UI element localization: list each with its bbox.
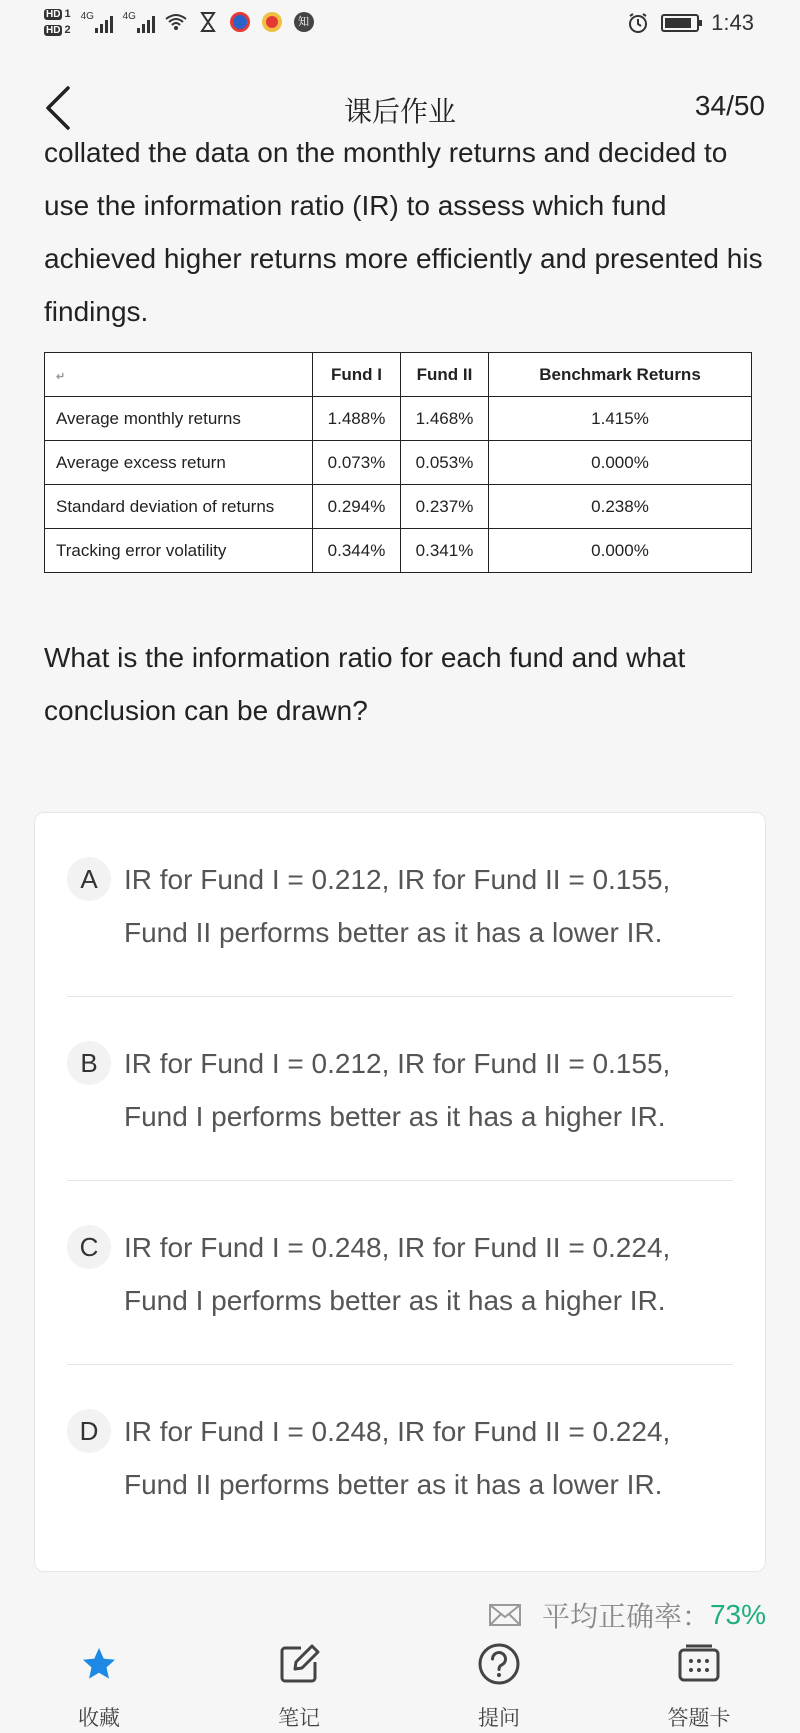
option-a[interactable] bbox=[67, 813, 733, 997]
table-cell: 0.237% bbox=[401, 485, 489, 529]
table-row bbox=[45, 397, 752, 441]
zhihu-icon: 知 bbox=[293, 11, 315, 33]
answer-card-button[interactable] bbox=[639, 1640, 759, 1732]
option-letter: B bbox=[67, 1041, 111, 1085]
notes-button[interactable] bbox=[239, 1640, 359, 1732]
accuracy-value: 73% bbox=[709, 1599, 766, 1630]
table-cell: 0.073% bbox=[313, 441, 401, 485]
notes-label: 笔记 bbox=[278, 1707, 320, 1730]
status-bar bbox=[0, 0, 800, 60]
row-label: Average monthly returns bbox=[45, 397, 313, 441]
favorite-label: 收藏 bbox=[78, 1707, 120, 1730]
table-row bbox=[45, 485, 752, 529]
table-row bbox=[45, 529, 752, 573]
ask-button[interactable] bbox=[439, 1640, 559, 1732]
table-cell: 0.341% bbox=[401, 529, 489, 573]
table-cell: 0.294% bbox=[313, 485, 401, 529]
answer-card-icon bbox=[675, 1640, 723, 1688]
question-counter: 34/50 bbox=[694, 90, 765, 121]
table-cell: 1.488% bbox=[313, 397, 401, 441]
option-text: IR for Fund I = 0.212, IR for Fund II = 0.155, Fund I performs better as it has a higher IR. bbox=[124, 1048, 671, 1132]
option-b[interactable] bbox=[67, 997, 733, 1181]
option-d[interactable] bbox=[67, 1365, 733, 1549]
row-label: Average excess return bbox=[45, 441, 313, 485]
accuracy-label: 平均正确率： bbox=[541, 1601, 710, 1632]
table-corner-cell: ↵ bbox=[45, 353, 313, 397]
clock: 1:43 bbox=[711, 10, 754, 35]
envelope-icon bbox=[488, 1601, 522, 1629]
bottom-toolbar bbox=[0, 1630, 800, 1733]
row-label: Tracking error volatility bbox=[45, 529, 313, 573]
favorite-button[interactable] bbox=[39, 1640, 159, 1732]
option-c[interactable] bbox=[67, 1181, 733, 1365]
option-letter: C bbox=[67, 1225, 111, 1269]
table-cell: 1.415% bbox=[489, 397, 752, 441]
question-mark-icon bbox=[475, 1640, 523, 1688]
signal-1-icon: 4G bbox=[81, 11, 113, 33]
table-header-cell: Fund I bbox=[313, 353, 401, 397]
table-header-cell: Fund II bbox=[401, 353, 489, 397]
sim-indicators bbox=[44, 8, 71, 36]
hourglass-icon bbox=[197, 11, 219, 33]
question-prompt: What is the information ratio for each fund and what conclusion can be drawn? bbox=[44, 642, 686, 726]
fund-data-table bbox=[44, 352, 752, 573]
app-notification-icon bbox=[229, 11, 251, 33]
question-intro: collated the data on the monthly returns and decided to use the information ratio (IR) to assess which fund achieved higher returns more efficiently and presented his findings. bbox=[44, 137, 763, 327]
battery-icon bbox=[661, 14, 699, 32]
star-icon bbox=[75, 1640, 123, 1688]
row-label: Standard deviation of returns bbox=[45, 485, 313, 529]
table-header-row bbox=[45, 353, 752, 397]
signal-2-icon: 4G bbox=[123, 11, 155, 33]
option-text: IR for Fund I = 0.248, IR for Fund II = 0.224, Fund II performs better as it has a lower IR. bbox=[124, 1416, 671, 1500]
table-row bbox=[45, 441, 752, 485]
sim2-hd-badge: HD 2 bbox=[46, 24, 71, 36]
table-cell: 1.468% bbox=[401, 397, 489, 441]
table-header-cell: Benchmark Returns bbox=[489, 353, 752, 397]
question-content[interactable] bbox=[0, 137, 800, 1576]
tomato-icon bbox=[261, 11, 283, 33]
alarm-icon bbox=[627, 12, 649, 34]
table-cell: 0.053% bbox=[401, 441, 489, 485]
option-text: IR for Fund I = 0.248, IR for Fund II = 0.224, Fund I performs better as it has a higher IR. bbox=[124, 1232, 671, 1316]
option-text: IR for Fund I = 0.212, IR for Fund II = 0.155, Fund II performs better as it has a lower IR. bbox=[124, 864, 671, 948]
table-cell: 0.000% bbox=[489, 529, 752, 573]
edit-note-icon bbox=[275, 1640, 323, 1688]
table-cell: 0.000% bbox=[489, 441, 752, 485]
page-title: 课后作业 bbox=[343, 96, 456, 127]
accuracy-display bbox=[488, 1595, 766, 1635]
table-cell: 0.344% bbox=[313, 529, 401, 573]
ask-label: 提问 bbox=[478, 1707, 520, 1730]
table-cell: 0.238% bbox=[489, 485, 752, 529]
option-letter: A bbox=[67, 857, 111, 901]
answer-card-label: 答题卡 bbox=[667, 1707, 731, 1730]
wifi-icon bbox=[165, 11, 187, 33]
answer-options bbox=[34, 812, 766, 1572]
sim1-hd-badge: HD 1 bbox=[46, 8, 71, 20]
option-letter: D bbox=[67, 1409, 111, 1453]
